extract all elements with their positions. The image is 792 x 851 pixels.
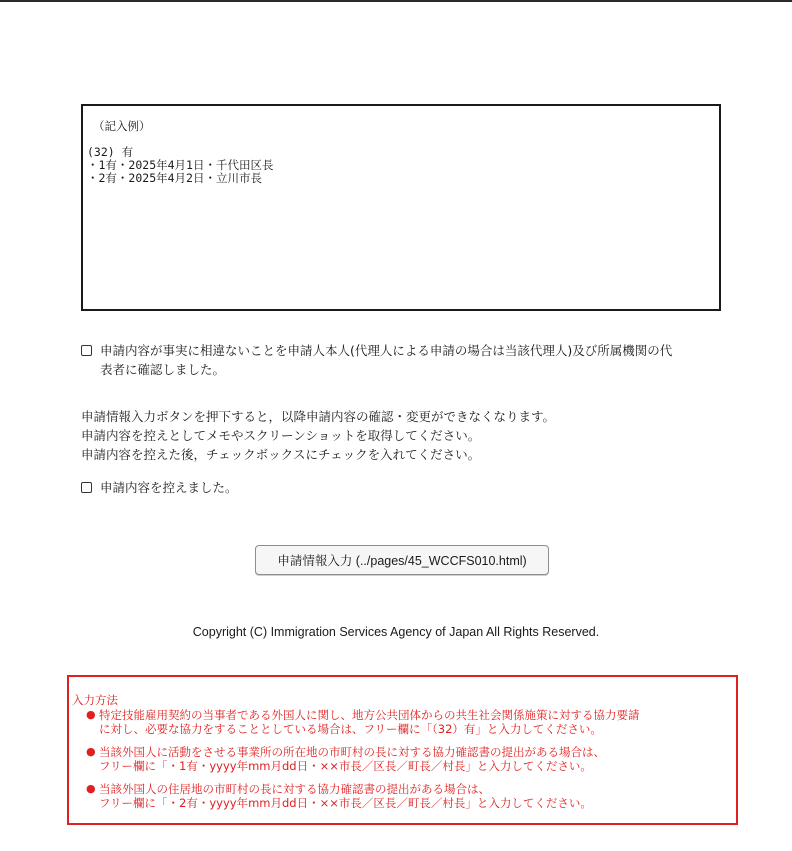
confirm-label-line2: 表者に確認しました。	[100, 362, 226, 377]
notice-line: 申請内容を控えた後，チェックボックスにチェックを入れてください。	[81, 447, 481, 462]
copied-checkbox-row	[81, 478, 238, 497]
copied-checkbox-label: 申請内容を控えました。	[100, 480, 238, 495]
instruction-text: 特定技能雇用契約の当事者である外国人に関し、地方公共団体からの共生社会関係施策に対する協力要請 に対し、必要な協力をすることとしている場合は、フリー欄に「（32）有」と入力してください。	[99, 708, 640, 736]
confirm-checkbox-row	[81, 341, 731, 379]
confirm-checkbox[interactable]	[81, 345, 92, 356]
confirm-checkbox-label	[100, 341, 672, 379]
input-instructions-box	[67, 675, 738, 825]
notice-text	[81, 407, 555, 464]
bullet-icon: ●	[86, 745, 96, 758]
example-textarea[interactable]	[81, 104, 721, 311]
submit-application-button[interactable]: 申請情報入力 (../pages/45_WCCFS010.html)	[255, 545, 549, 575]
confirm-label-line1: 申請内容が事実に相違ないことを申請人本人(代理人による申請の場合は当該代理人)及び所属機関の代	[100, 343, 673, 358]
instruction-item	[72, 782, 736, 810]
copied-checkbox[interactable]	[81, 482, 92, 493]
instruction-item	[72, 745, 736, 773]
example-line: (32) 有	[87, 145, 134, 159]
top-border	[0, 0, 792, 2]
example-line: ・1有・2025年4月1日・千代田区長	[87, 158, 274, 172]
notice-line: 申請情報入力ボタンを押下すると，以降申請内容の確認・変更ができなくなります。	[81, 409, 556, 424]
instruction-text: 当該外国人に活動をさせる事業所の所在地の市町村の長に対する協力確認書の提出がある場合は、 フリー欄に「・1有・yyyy年mm月dd日・××市長／区長／町長／村長」と入力してください。	[99, 745, 605, 773]
bullet-icon: ●	[86, 708, 96, 721]
instruction-text: 当該外国人の住居地の市町村の長に対する協力確認書の提出がある場合は、 フリー欄に「・2有・yyyy年mm月dd日・××市長／区長／町長／村長」と入力してください。	[99, 782, 592, 810]
example-line: ・2有・2025年4月2日・立川市長	[87, 171, 262, 185]
notice-line: 申請内容を控えとしてメモやスクリーンショットを取得してください。	[81, 428, 481, 443]
instruction-item	[72, 708, 736, 736]
example-title: （記入例）	[93, 119, 151, 133]
instructions-title: 入力方法	[72, 693, 118, 707]
bullet-icon: ●	[86, 782, 96, 795]
copyright-text: Copyright (C) Immigration Services Agency of Japan All Rights Reserved.	[192, 625, 600, 639]
